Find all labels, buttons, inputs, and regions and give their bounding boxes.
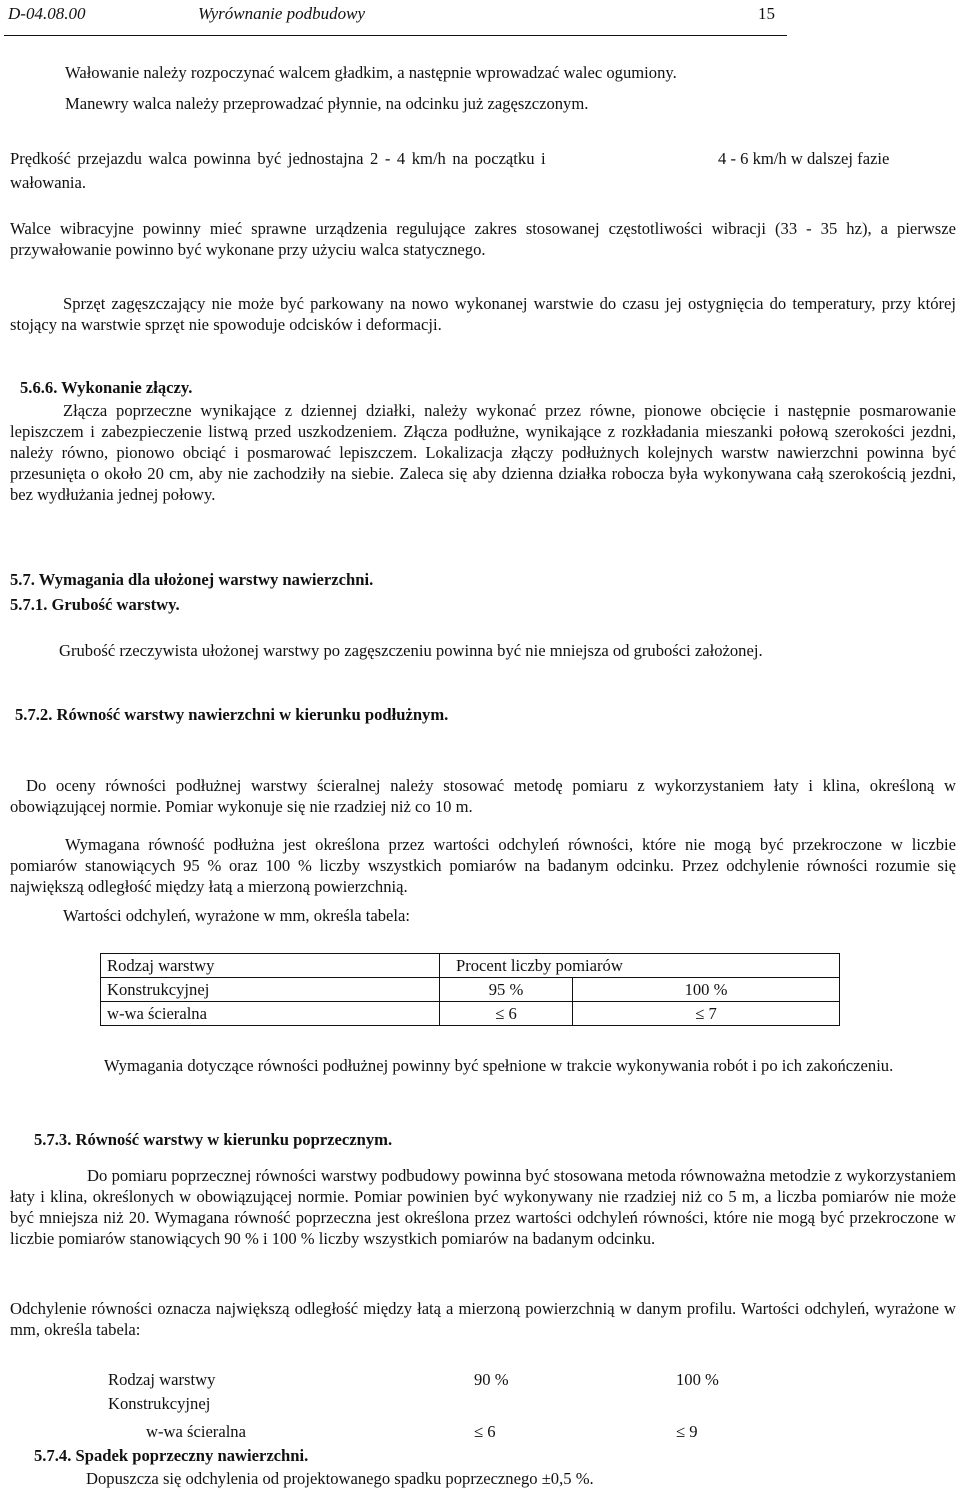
paragraph-speed-part2: 4 - 6 km/h w dalszej fazie (718, 149, 890, 168)
heading-5-7-4: 5.7.4. Spadek poprzeczny nawierzchni. (34, 1446, 309, 1465)
transverse-deviation-table (102, 1366, 725, 1442)
table-cell: Procent liczby pomiarów (440, 954, 840, 978)
table-cell: 95 % (440, 978, 573, 1002)
table-cell: w-wa ścieralna (101, 1002, 440, 1026)
table-cell: w-wa ścieralna (146, 1422, 246, 1441)
table-row (102, 1390, 725, 1414)
header-rule (4, 35, 787, 36)
document-code: D-04.08.00 (8, 4, 86, 23)
table-cell: Konstrukcyjnej (108, 1394, 211, 1413)
heading-5-7-1: 5.7.1. Grubość warstwy. (10, 595, 180, 614)
paragraph-speed-part3: wałowania. (10, 173, 87, 192)
value: 9 (689, 1422, 698, 1441)
document-title: Wyrównanie podbudowy (198, 4, 366, 23)
table-row (102, 1414, 725, 1442)
paragraph-joints: Złącza poprzeczne wynikające z dziennej działki, należy wykonać przez równe, pionowe obcięcie i następnie posmarowanie lepiszczem i zabezpieczenie listwą przed uszkodzeniem. Złącza podłużne, wynikające z rozkładania mieszanki połową szerokości jezdni, należy równo, pionowo obciąć i posmarować lepiszczem. Lokalizacja złączy podłużnych kolejnych warstw nawierzchni powinna być przesunięta o około 20 cm, aby nie zachodziły na siebie. Zaleca się aby dzienna działka robocza była wykonywana całą szerokością jezdni, bez wydłużania jednej połowy. (10, 401, 956, 504)
paragraph-longitudinal-method: Do oceny równości podłużnej warstwy ścieralnej należy stosować metodę pomiaru z wykorzystaniem łaty i klina, określoną w obowiązującej normie. Pomiar wykonuje się nie rzadziej niż co 10 m. (10, 776, 956, 816)
value: 6 (508, 1003, 517, 1023)
paragraph-speed-part1: Prędkość przejazdu walca powinna być jednostajna 2 - 4 km/h na początku i (10, 149, 546, 168)
table-cell: Konstrukcyjnej (101, 978, 440, 1002)
table-cell: 100 % (573, 978, 840, 1002)
page-header (0, 0, 786, 32)
paragraph-longitudinal-timing: Wymagania dotyczące równości podłużnej powinny być spełnione w trakcie wykonywania robót i po ich zakończeniu. (104, 1056, 894, 1075)
table-row (102, 1366, 725, 1390)
paragraph-rolling-order: Wałowanie należy rozpoczynać walcem gładkim, a następnie wprowadzać walec ogumiony. (65, 63, 677, 82)
heading-5-7-3: 5.7.3. Równość warstwy w kierunku poprzecznym. (34, 1130, 393, 1149)
value: 6 (487, 1422, 496, 1441)
heading-5-6-6: 5.6.6. Wykonanie złączy. (20, 378, 193, 397)
paragraph-longitudinal-requirement: Wymagana równość podłużna jest określona przez wartości odchyleń równości, które nie mogą być przekroczone w liczbie pomiarów stanowiących 95 % oraz 100 % liczby wszystkich pomiarów na badanym odcinku. Przez odchylenie równości rozumie się największą odległość między łatą a mierzoną powierzchnią. (10, 835, 956, 896)
value: 7 (708, 1003, 717, 1023)
heading-5-7-2: 5.7.2. Równość warstwy nawierzchni w kierunku podłużnym. (15, 705, 449, 724)
table-cell (468, 1390, 670, 1414)
paragraph-slope-tolerance: Dopuszcza się odchylenia od projektowanego spadku poprzecznego ±0,5 %. (86, 1469, 594, 1488)
table-cell: Rodzaj warstwy (101, 954, 440, 978)
table-cell (670, 1390, 725, 1414)
table-cell (670, 1414, 725, 1442)
paragraph-thickness: Grubość rzeczywista ułożonej warstwy po zagęszczeniu powinna być nie mniejsza od grubości założonej. (59, 641, 763, 660)
less-equal-symbol: ≤ (495, 1003, 505, 1023)
less-equal-symbol: ≤ (474, 1422, 484, 1441)
table-row (101, 1002, 840, 1026)
table-cell: 90 % (474, 1370, 509, 1389)
heading-5-7: 5.7. Wymagania dla ułożonej warstwy nawierzchni. (10, 570, 374, 589)
table-cell (440, 1002, 573, 1026)
paragraph-roller-maneuvers: Manewry walca należy przeprowadzać płynnie, na odcinku już zagęszczonym. (65, 94, 589, 113)
table-row (101, 978, 840, 1002)
table-cell: 100 % (676, 1370, 719, 1389)
paragraph-transverse-method: Do pomiaru poprzecznej równości warstwy podbudowy powinna być stosowana metoda równoważna metodzie z wykorzystaniem łaty i klina, określonych w obowiązującej normie. Pomiar powinien być wykonywany nie rzadziej niż co 5 m, a liczba pomiarów nie może być mniejsza niż 20. Wymagana równość poprzeczna jest określona przez wartości odchyleń równości, które nie mogą być przekroczone w liczbie pomiarów stanowiących 90 % i 100 % liczby wszystkich pomiarów na badanym odcinku. (10, 1166, 956, 1248)
paragraph-vibratory-rollers: Walce wibracyjne powinny mieć sprawne urządzenia regulujące zakres stosowanej częstotliwości wibracji (33 - 35 hz), a pierwsze przywałowanie powinno być wykonane przy użyciu walca statycznego. (10, 219, 956, 259)
longitudinal-deviation-table (100, 953, 840, 1026)
table-cell (468, 1414, 670, 1442)
table-cell (573, 1002, 840, 1026)
page-number: 15 (758, 4, 775, 23)
paragraph-deviation-definition: Odchylenie równości oznacza największą odległość między łatą a mierzoną powierzchnią w danym profilu. Wartości odchyleń, wyrażone w mm, określa tabela: (10, 1299, 956, 1339)
less-equal-symbol: ≤ (695, 1003, 705, 1023)
table-cell: Rodzaj warstwy (108, 1370, 216, 1389)
less-equal-symbol: ≤ (676, 1422, 686, 1441)
paragraph-equipment-parking: Sprzęt zagęszczający nie może być parkowany na nowo wykonanej warstwie do czasu jej ostygnięcia do temperatury, przy której stojący na warstwie sprzęt nie spowoduje odcisków i deformacji. (10, 294, 956, 334)
paragraph-table-intro-1: Wartości odchyleń, wyrażone w mm, określa tabela: (63, 906, 411, 925)
table-row (101, 954, 840, 978)
